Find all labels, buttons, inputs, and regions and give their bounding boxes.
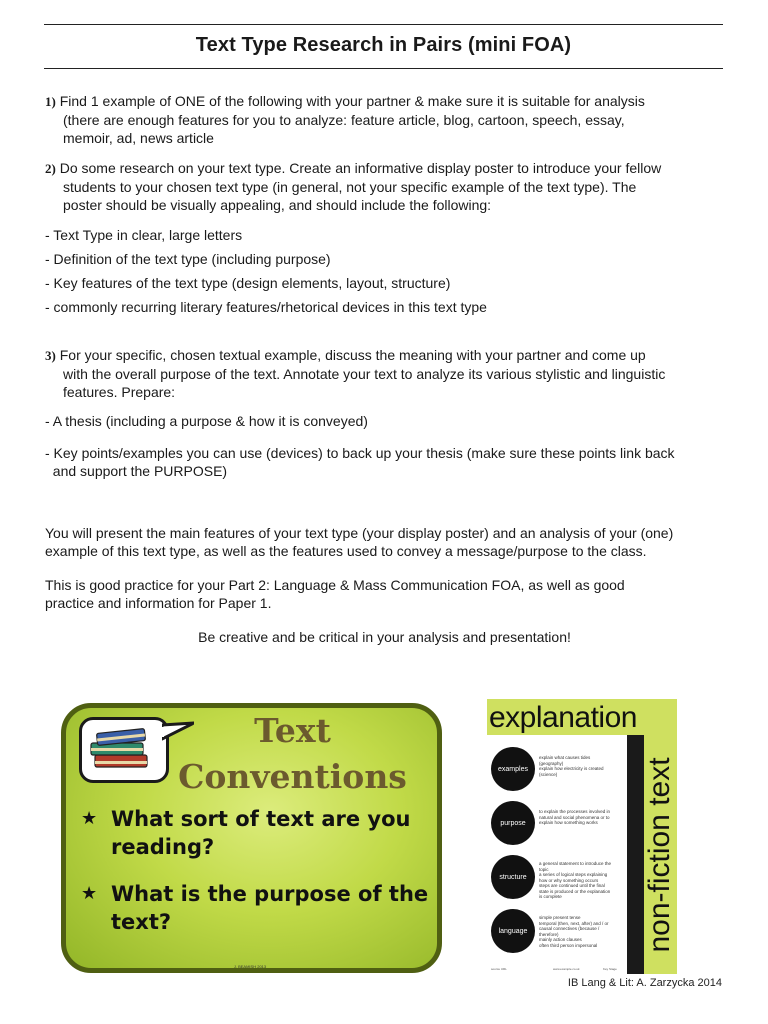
language-desc <box>539 915 625 948</box>
desc-line: a general statement to introduce the <box>539 861 612 866</box>
desc-line: topic <box>539 866 549 872</box>
examples-circle: examples <box>491 747 535 791</box>
item-3-line-3: features. Prepare: <box>63 384 176 400</box>
present-line-1: You will present the main features of your text type (your display poster) and an analysis of your (one) <box>45 525 674 541</box>
item-3-line-1: For your specific, chosen textual example, discuss the meaning with your partner and come up <box>59 347 646 363</box>
poster-footer: J. BEAMISH 2013 <box>233 964 267 969</box>
poster2-foot-mid: www.example.co.uk <box>553 967 580 971</box>
desc-line: steps are continued until the final <box>539 883 605 888</box>
poster2-foot-right: Key Stage <box>603 967 617 971</box>
star-icon: ★ <box>81 883 98 904</box>
language-circle: language <box>491 909 535 953</box>
item-2 <box>45 159 735 214</box>
item-3-bullet-1: - A thesis (including a purpose & how it is conveyed) <box>45 413 368 429</box>
item-2-bullet-4: - commonly recurring literary features/rhetorical devices in this text type <box>45 299 487 315</box>
item-3-bullet-2-line-1: - Key points/examples you can use (devices) to back up your thesis (make sure these points link back <box>45 445 675 461</box>
text-conventions-poster <box>55 697 444 973</box>
top-rule <box>44 24 723 25</box>
desc-line: often third person impersonal <box>539 942 598 948</box>
question-1-line-2: reading? <box>111 835 215 859</box>
desc-line: simple present tense <box>539 915 581 920</box>
poster2-dark-stripe <box>627 735 644 974</box>
item-1-number: 1) <box>45 94 56 109</box>
practice-paragraph <box>45 576 735 612</box>
practice-line-1: This is good practice for your Part 2: Language & Mass Communication FOA, as well as good <box>45 577 625 593</box>
desc-line: temporal (then, next, after) and / or <box>539 920 609 926</box>
desc-line: explain how something works <box>539 820 598 825</box>
present-paragraph <box>45 524 735 560</box>
item-2-line-2: students to your chosen text type (in general, not your specific example of the text type). The <box>63 179 637 195</box>
poster2-heading: explanation <box>489 701 637 734</box>
closing-line: Be creative and be critical in your analysis and presentation! <box>198 629 571 645</box>
poster-question-2 <box>81 880 441 936</box>
practice-line-2: practice and information for Paper 1. <box>45 595 272 611</box>
item-3-bullet-2-line-2: and support the PURPOSE) <box>45 463 228 479</box>
star-icon: ★ <box>81 808 98 829</box>
examples-desc <box>539 755 625 777</box>
desc-line: to explain the processes involved in <box>539 809 611 814</box>
author-credit: IB Lang & Lit: A. Zarzycka 2014 <box>567 977 722 989</box>
item-2-number: 2) <box>45 161 56 176</box>
poster-title-line-1: Text <box>254 711 331 750</box>
item-1-line-2: (there are enough features for you to analyze: feature article, blog, cartoon, speech, essay, <box>63 112 625 128</box>
page-title: Text Type Research in Pairs (mini FOA) <box>195 34 572 56</box>
item-3-number: 3) <box>45 348 56 363</box>
desc-line: mainly action clauses <box>539 937 582 942</box>
desc-line: state is produced or the explanation <box>539 888 611 894</box>
poster2-side-band <box>644 735 677 974</box>
desc-line: (geography) <box>539 760 564 766</box>
desc-line: how or why something occurs <box>539 877 599 883</box>
item-1-line-1: Find 1 example of ONE of the following with your partner & make sure it is suitable for analysis <box>59 93 645 109</box>
item-2-bullet-1: - Text Type in clear, large letters <box>45 227 243 243</box>
explanation-poster <box>487 699 677 974</box>
item-2-bullet-3: - Key features of the text type (design elements, layout, structure) <box>45 275 451 291</box>
purpose-circle: purpose <box>491 801 535 845</box>
desc-line: causal connectives (because / <box>539 926 600 931</box>
desc-line: natural and social phenomena or to <box>539 814 610 820</box>
books-icon <box>87 723 155 773</box>
poster-title-line-2: Conventions <box>178 757 407 796</box>
item-2-bullet-2: - Definition of the text type (including purpose) <box>45 251 331 267</box>
question-1-line-1: What sort of text are you <box>111 807 411 831</box>
structure-desc <box>539 861 625 900</box>
structure-circle: structure <box>491 855 535 899</box>
title-underline <box>44 68 723 69</box>
item-1-line-3: memoir, ad, news article <box>63 130 214 146</box>
poster2-foot-left: source URL <box>491 967 507 971</box>
item-3 <box>45 346 735 401</box>
poster2-header <box>487 699 677 735</box>
item-1 <box>45 92 735 147</box>
present-line-2: example of this text type, as well as the features used to convey a message/purpose to the class. <box>45 543 647 559</box>
desc-line: explain what causes tides <box>539 755 591 760</box>
question-2-line-1: What is the purpose of the <box>111 882 429 906</box>
item-3-line-2: with the overall purpose of the text. Annotate your text to analyze its various stylistic and linguistic <box>63 366 666 382</box>
purpose-desc <box>539 809 625 826</box>
item-2-line-1: Do some research on your text type. Create an informative display poster to introduce your fellow <box>59 160 662 176</box>
desc-line: therefore) <box>539 931 559 937</box>
poster-question-1 <box>81 805 441 861</box>
item-3-bullet-2 <box>45 444 735 480</box>
desc-line: (science) <box>539 771 558 777</box>
question-2-line-2: text? <box>111 910 172 934</box>
poster2-side-label: non-fiction text <box>643 757 676 953</box>
item-2-line-3: poster should be visually appealing, and should include the following: <box>63 197 492 213</box>
desc-line: a series of logical steps explaining <box>539 872 608 877</box>
desc-line: explain how electricity is created <box>539 766 604 771</box>
desc-line: is complete <box>539 894 562 899</box>
